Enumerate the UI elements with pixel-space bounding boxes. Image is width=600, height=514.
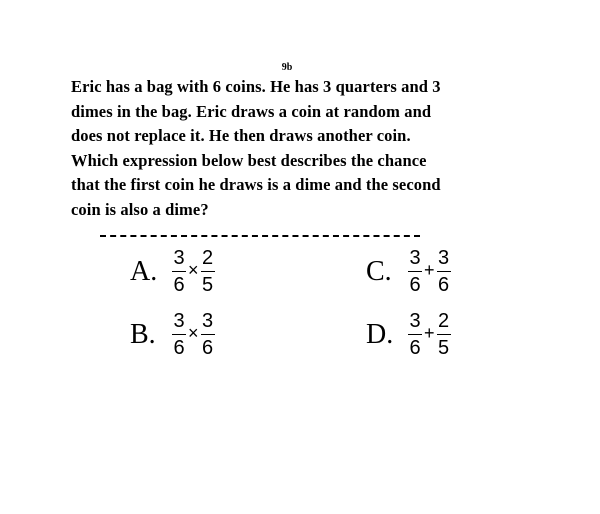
denominator: 6 <box>409 337 421 359</box>
fraction-bar <box>201 334 215 335</box>
denominator: 5 <box>437 337 450 359</box>
denominator: 5 <box>201 274 214 296</box>
numerator: 3 <box>173 310 185 332</box>
choice-letter: C. <box>366 255 392 287</box>
choice-a <box>130 247 215 296</box>
fraction-bar <box>437 334 451 335</box>
numerator: 3 <box>201 310 214 332</box>
fraction <box>172 247 186 296</box>
fraction <box>201 310 215 359</box>
fraction <box>408 247 422 296</box>
numerator: 3 <box>173 247 185 269</box>
operator: + <box>424 260 435 280</box>
page-label: 9b <box>281 62 293 73</box>
divider <box>100 235 420 237</box>
choice-letter: D. <box>366 318 394 350</box>
fraction <box>201 247 215 296</box>
choice-c <box>366 247 451 296</box>
fraction-bar <box>408 271 422 272</box>
numerator: 3 <box>409 310 421 332</box>
denominator: 6 <box>173 337 185 359</box>
denominator: 6 <box>201 337 214 359</box>
fraction <box>437 310 451 359</box>
fraction <box>437 247 451 296</box>
choice-d <box>366 310 451 359</box>
fraction <box>172 310 186 359</box>
choice-b <box>130 310 215 359</box>
fraction-bar <box>437 271 451 272</box>
choice-letter: A. <box>130 255 158 287</box>
fraction-bar <box>172 334 186 335</box>
numerator: 2 <box>437 310 450 332</box>
numerator: 3 <box>437 247 450 269</box>
operator: × <box>188 323 199 343</box>
fraction <box>408 310 422 359</box>
fraction-bar <box>408 334 422 335</box>
question-text: Eric has a bag with 6 coins. He has 3 quarters and 3 dimes in the bag. Eric draws a coin at random and does not replace it. He then draws another coin. Which expression below best describes the chance that the first coin he draws is a dime and the second coin is also a dime? <box>71 77 441 219</box>
denominator: 6 <box>437 274 450 296</box>
denominator: 6 <box>173 274 185 296</box>
fraction-bar <box>172 271 186 272</box>
fraction-bar <box>201 271 215 272</box>
numerator: 2 <box>201 247 214 269</box>
operator: + <box>424 323 435 343</box>
operator: × <box>188 260 199 280</box>
choice-letter: B. <box>130 318 156 350</box>
numerator: 3 <box>409 247 421 269</box>
denominator: 6 <box>409 274 421 296</box>
